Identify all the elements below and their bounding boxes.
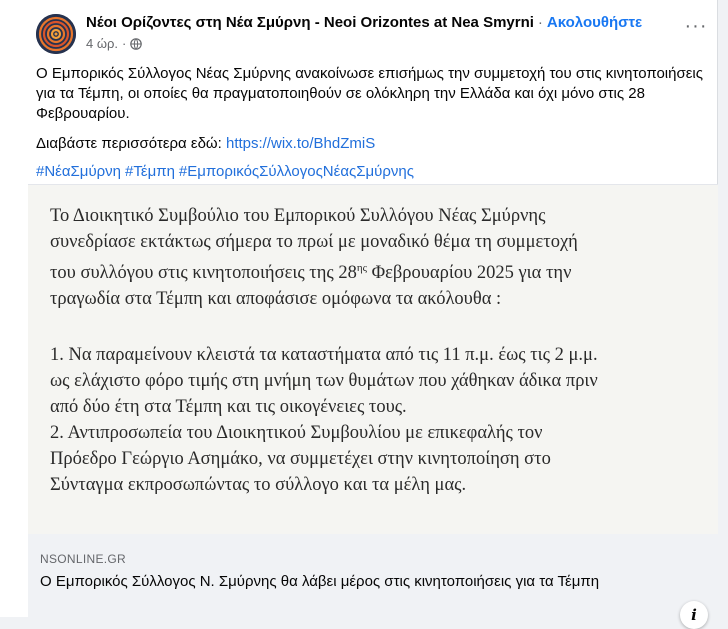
page-avatar[interactable] (36, 14, 76, 54)
doc-line (50, 255, 700, 286)
doc-line: 1. Να παραμείνουν κλειστά τα καταστήματα από τις 11 π.μ. έως τις 2 μ.μ. (50, 345, 598, 366)
hashtag[interactable]: #ΝέαΣμύρνη (36, 163, 122, 180)
read-more-prefix: Διαβάστε περισσότερα εδώ: (36, 135, 222, 152)
follow-button[interactable]: Ακολουθήστε (546, 14, 643, 31)
doc-gap (50, 312, 700, 342)
doc-line: συνεδρίασε εκτάκτως σήμερα το πρωί με μοναδικό θέμα τη συμμετοχή (50, 232, 578, 252)
post-meta (86, 36, 142, 51)
announcement-document (50, 203, 700, 498)
link-preview-image[interactable] (28, 184, 718, 535)
post-timestamp[interactable]: 4 ώρ. (86, 36, 118, 51)
more-options-button[interactable]: ··· (684, 15, 708, 37)
spiral-logo-icon (36, 14, 76, 54)
doc-line: από δύο έτη στα Τέμπη και τις οικογένειες τους. (50, 397, 407, 418)
read-more-line (36, 134, 708, 154)
link-domain: NSONLINE.GR (40, 552, 126, 566)
post-header (36, 8, 716, 54)
doc-line-part: του συλλόγου στις κινητοποιήσεις της 28 (50, 263, 357, 284)
hashtag-list (36, 162, 708, 182)
doc-line: Το Διοικητικό Συμβούλιο του Εμπορικού Συλλόγου Νέας Σμύρνης (50, 206, 546, 226)
page-name-row (86, 14, 642, 31)
doc-superscript: ης (356, 262, 367, 274)
link-preview-footer[interactable] (28, 534, 718, 624)
post-text: Ο Εμπορικός Σύλλογος Νέας Σμύρνης ανακοίνωσε επισήμως την συμμετοχή του στις κινητοποιήσεις για τα Τέμπη, οι οποίες θα πραγματοποιηθούν σε ολόκληρη την Ελλάδα και όχι μόνο στις 28 Φεβρουαρίου. (36, 65, 703, 122)
hashtag[interactable]: #ΕμπορικόςΣύλλογοςΝέαςΣμύρνης (178, 163, 414, 180)
doc-line: ως ελάχιστο φόρο τιμής στη μνήμη των θυμάτων που χάθηκαν άδικα πριν (50, 371, 598, 392)
post-body (36, 64, 708, 182)
doc-line: Σύνταγμα εκπροσωπώντας το σύλλογο και τα μέλη μας. (50, 475, 467, 496)
doc-line: τραγωδία στα Τέμπη και αποφάσισε ομόφωνα τα ακόλουθα : (50, 289, 502, 310)
doc-line-part: Φεβρουαρίου 2025 για την (366, 263, 572, 284)
read-more-link[interactable]: https://wix.to/BhdZmiS (225, 135, 376, 152)
meta-separator: · (122, 36, 127, 51)
name-separator: · (537, 14, 543, 31)
hashtag[interactable]: #Τέμπη (125, 163, 175, 180)
page-name[interactable]: Νέοι Ορίζοντες στη Νέα Σμύρνη - Neoi Orizontes at Nea Smyrni (86, 14, 534, 31)
link-title[interactable]: Ο Εμπορικός Σύλλογος Ν. Σμύρνης θα λάβει μέρος στις κινητοποιήσεις για τα Τέμπη (40, 573, 600, 590)
info-icon[interactable]: i (680, 601, 708, 629)
doc-line: 2. Αντιπροσωπεία του Διοικητικού Συμβουλίου με επικεφαλής τον (50, 423, 543, 444)
globe-icon (130, 38, 142, 50)
doc-line: Πρόεδρο Γεώργιο Ασημάκο, να συμμετέχει στην κινητοποίηση στο (50, 449, 551, 470)
